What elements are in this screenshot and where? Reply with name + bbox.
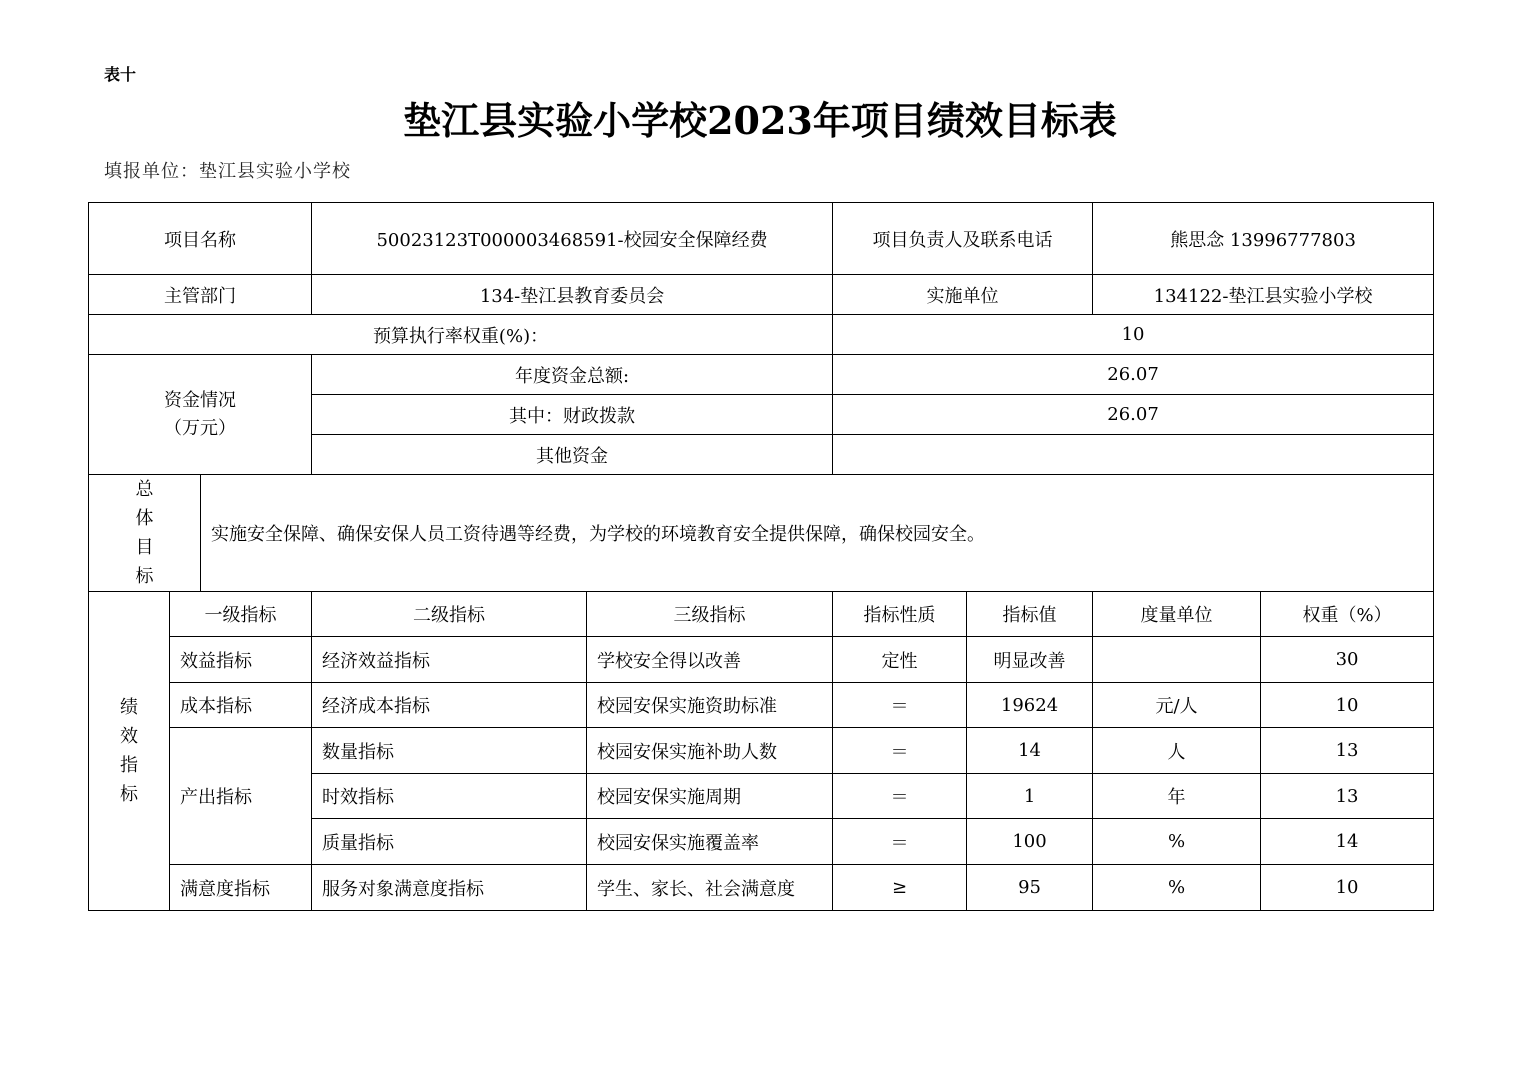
cell-level2: 经济成本指标 — [312, 683, 587, 728]
row-funds-total — [89, 355, 1434, 395]
cell-unit: % — [1093, 865, 1261, 911]
budget-rate-value: 10 — [833, 315, 1434, 355]
performance-table — [88, 202, 1434, 911]
funds-label — [89, 355, 312, 475]
cell-value: 1 — [967, 774, 1093, 819]
page-title: 垫江县实验小学校2023年项目绩效目标表 — [403, 98, 1117, 143]
funds-other-value — [833, 435, 1434, 475]
dept-label: 主管部门 — [89, 275, 312, 315]
cell-level2: 数量指标 — [312, 728, 587, 774]
indicators-label-char: 效 — [120, 726, 138, 747]
cell-weight: 10 — [1261, 683, 1434, 728]
cell-unit: 年 — [1093, 774, 1261, 819]
cell-level3: 校园安保实施覆盖率 — [587, 819, 833, 865]
funds-total-label: 年度资金总额: — [312, 355, 833, 395]
funds-label-line1: 资金情况 — [164, 389, 237, 411]
table-row — [89, 637, 1434, 683]
dept-value: 134-垫江县教育委员会 — [312, 275, 833, 315]
cell-level1: 效益指标 — [170, 637, 312, 683]
indicators-label — [89, 592, 170, 911]
cell-level3: 学校安全得以改善 — [587, 637, 833, 683]
cell-unit — [1093, 637, 1261, 683]
goal-label-char: 标 — [135, 566, 154, 587]
cell-value: 19624 — [967, 683, 1093, 728]
row-department — [89, 275, 1434, 315]
cell-nature: ＝ — [833, 774, 967, 819]
header-nature: 指标性质 — [833, 592, 967, 637]
indicators-label-char: 绩 — [120, 697, 138, 718]
table-row — [89, 728, 1434, 774]
cell-value: 95 — [967, 865, 1093, 911]
goal-label-char: 体 — [135, 508, 154, 529]
cell-value: 14 — [967, 728, 1093, 774]
table-row — [89, 865, 1434, 911]
filler-label: 填报单位： — [104, 161, 199, 182]
cell-nature: ≥ — [833, 865, 967, 911]
cell-unit: 元/人 — [1093, 683, 1261, 728]
header-level3: 三级指标 — [587, 592, 833, 637]
cell-level1: 满意度指标 — [170, 865, 312, 911]
row-overall-goal — [89, 475, 1434, 592]
cell-level2: 质量指标 — [312, 819, 587, 865]
cell-level2: 时效指标 — [312, 774, 587, 819]
cell-unit: % — [1093, 819, 1261, 865]
funds-total-value: 26.07 — [833, 355, 1434, 395]
cell-weight: 14 — [1261, 819, 1434, 865]
cell-level2: 经济效益指标 — [312, 637, 587, 683]
cell-weight: 30 — [1261, 637, 1434, 683]
cell-weight: 13 — [1261, 774, 1434, 819]
cell-value: 100 — [967, 819, 1093, 865]
header-weight: 权重（%） — [1261, 592, 1434, 637]
cell-level2: 服务对象满意度指标 — [312, 865, 587, 911]
goal-label-char: 目 — [135, 537, 154, 558]
indicators-label-char: 标 — [120, 784, 138, 805]
cell-unit: 人 — [1093, 728, 1261, 774]
cell-level3: 校园安保实施资助标准 — [587, 683, 833, 728]
funds-label-line2: （万元） — [164, 417, 237, 439]
project-owner-value: 熊思念 13996777803 — [1093, 203, 1434, 275]
cell-nature: ＝ — [833, 819, 967, 865]
funds-fiscal-value: 26.07 — [833, 395, 1434, 435]
header-value: 指标值 — [967, 592, 1093, 637]
cell-weight: 13 — [1261, 728, 1434, 774]
funds-fiscal-label: 其中：财政拨款 — [312, 395, 833, 435]
filler-value: 垫江县实验小学校 — [199, 161, 351, 182]
cell-level3: 学生、家长、社会满意度 — [587, 865, 833, 911]
cell-level3: 校园安保实施补助人数 — [587, 728, 833, 774]
indicator-header-row — [89, 592, 1434, 637]
cell-level3: 校园安保实施周期 — [587, 774, 833, 819]
project-owner-label: 项目负责人及联系电话 — [833, 203, 1093, 275]
cell-weight: 10 — [1261, 865, 1434, 911]
row-budget-rate — [89, 315, 1434, 355]
funds-other-label: 其他资金 — [312, 435, 833, 475]
row-project-name — [89, 203, 1434, 275]
project-name-value: 50023123T000003468591-校园安全保障经费 — [312, 203, 833, 275]
project-name-label: 项目名称 — [89, 203, 312, 275]
cell-nature: ＝ — [833, 683, 967, 728]
table-number: 表十 — [104, 65, 137, 84]
goal-text: 实施安全保障、确保安保人员工资待遇等经费，为学校的环境教育安全提供保障，确保校园安全。 — [201, 475, 1434, 592]
table-row — [89, 683, 1434, 728]
cell-level1: 产出指标 — [170, 728, 312, 865]
impl-label: 实施单位 — [833, 275, 1093, 315]
budget-rate-label: 预算执行率权重(%)： — [89, 315, 833, 355]
header-level2: 二级指标 — [312, 592, 587, 637]
cell-level1: 成本指标 — [170, 683, 312, 728]
goal-label — [89, 475, 201, 592]
filler-unit — [104, 157, 351, 183]
header-unit: 度量单位 — [1093, 592, 1261, 637]
impl-value: 134122-垫江县实验小学校 — [1093, 275, 1434, 315]
cell-nature: 定性 — [833, 637, 967, 683]
indicators-label-char: 指 — [120, 755, 138, 776]
cell-value: 明显改善 — [967, 637, 1093, 683]
header-level1: 一级指标 — [170, 592, 312, 637]
goal-label-char: 总 — [135, 479, 154, 500]
cell-nature: ＝ — [833, 728, 967, 774]
